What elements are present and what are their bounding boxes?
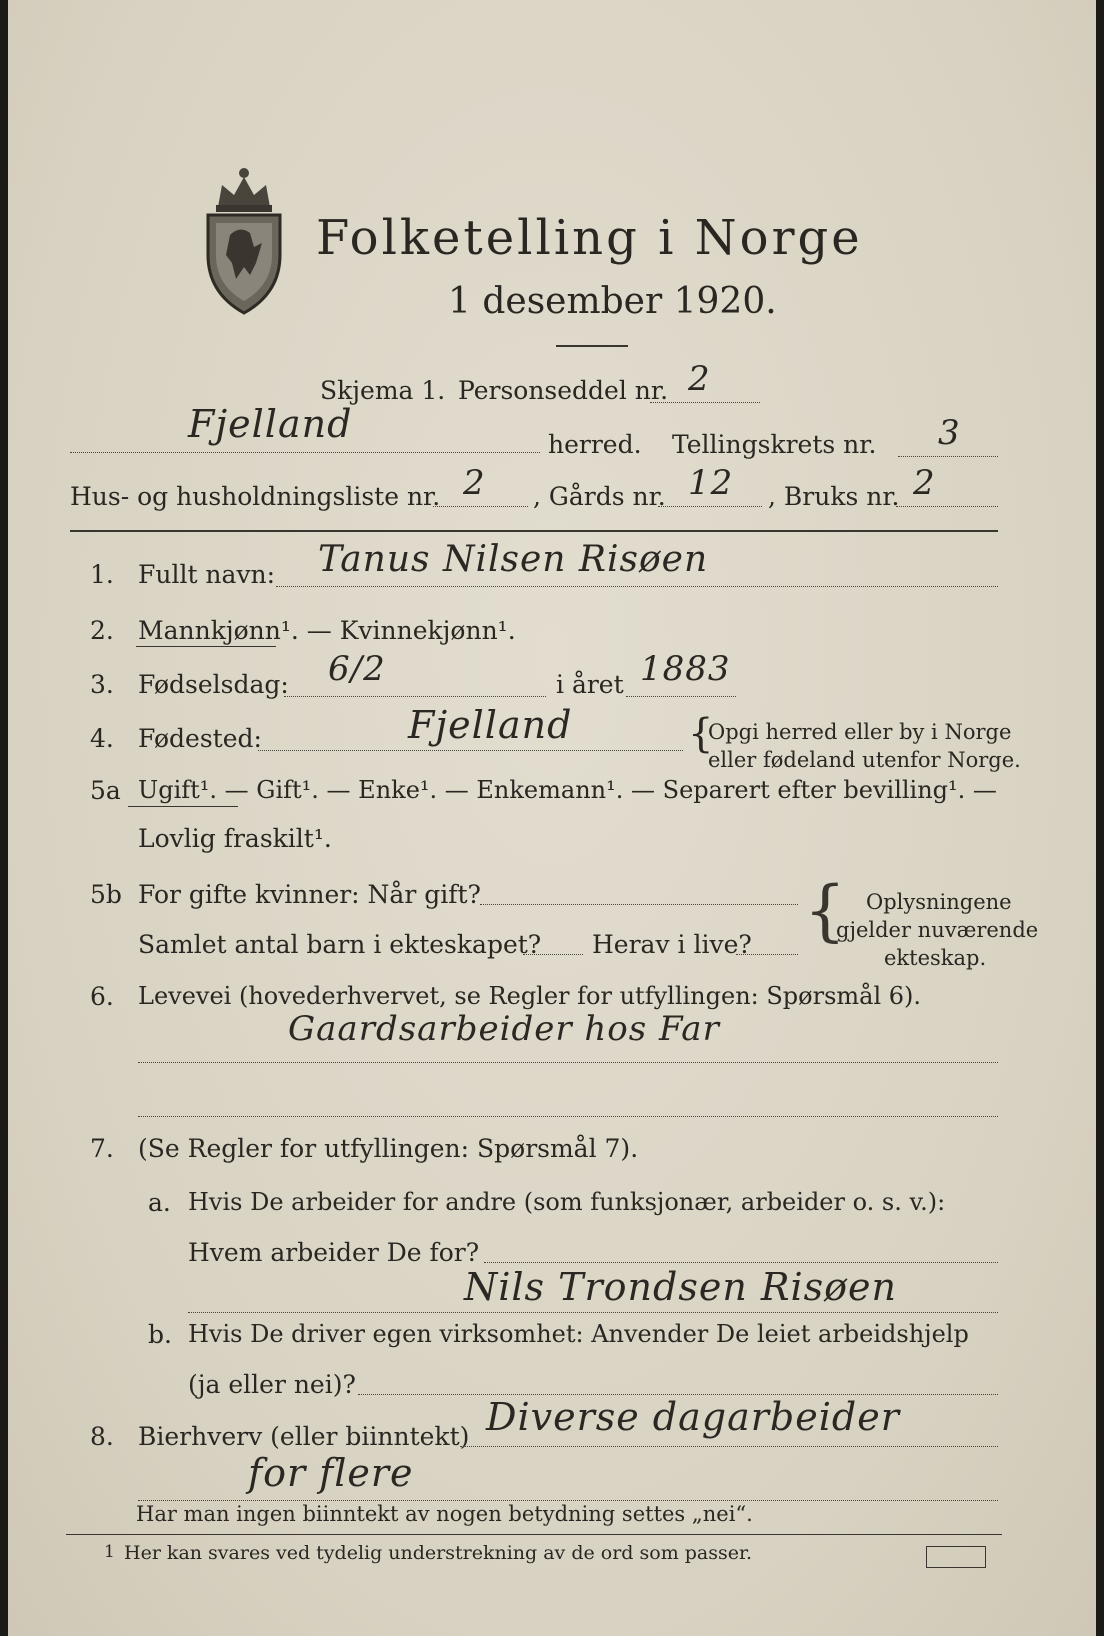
q5a-line1: Ugift¹. — Gift¹. — Enke¹. — Enkemann¹. — Separert efter bevilling¹. — [138,776,997,804]
q5b-herav-field [736,954,798,955]
q8-line2 [138,1500,998,1501]
q5a-number: 5a [90,776,121,805]
q4-value: Fjelland [408,703,573,747]
footnote-marker: 1 [104,1542,115,1562]
herred-value: Fjelland [188,402,353,446]
q5b-note-brace: { [804,872,846,949]
gards-label: , Gårds nr. [533,482,666,511]
q5a-underline-ugift [128,806,238,807]
herred-line [70,452,540,453]
q8-value1: Diverse dagarbeider [486,1395,900,1439]
q4-note-line1: Opgi herred eller by i Norge [708,720,1012,744]
q4-note-brace: { [688,711,714,757]
q8-note: Har man ingen biinntekt av nogen betydning settes „nei“. [136,1502,753,1526]
form-title: Folketelling i Norge [316,210,863,266]
q2-label: Mannkjønn¹. — Kvinnekjønn¹. [138,616,516,645]
q8-line1 [460,1446,998,1447]
q7a-line3-field [188,1312,998,1313]
q8-number: 8. [90,1422,114,1451]
coat-of-arms-emblem [196,155,292,315]
q3-year-value: 1883 [640,649,731,689]
printer-stamp [926,1546,986,1568]
header-separator [70,530,998,532]
q3-value: 6/2 [328,649,386,689]
herred-label: herred. [548,430,642,459]
q1-number: 1. [90,560,114,589]
footnote-divider [66,1534,1002,1535]
q7a-line1: Hvis De arbeider for andre (som funksjonær, arbeider o. s. v.): [188,1188,946,1216]
q5b-herav: Herav i live? [592,930,752,959]
gards-line [658,506,762,507]
q6-number: 6. [90,982,114,1011]
q7b-letter: b. [148,1320,172,1349]
q6-label: Levevei (hovederhvervet, se Regler for utfyllingen: Spørsmål 6). [138,982,922,1010]
q3-year-label: i året [556,670,624,699]
form-date: 1 desember 1920. [448,281,777,322]
q3-year-line [626,696,736,697]
q7a-value: Nils Trondsen Risøen [464,1265,897,1309]
q3-line [284,696,546,697]
tellingskrets-line [898,456,998,457]
bruks-value: 2 [913,463,936,503]
q7-number: 7. [90,1134,114,1163]
tellingskrets-value: 3 [938,413,961,453]
q5b-line1-field [480,904,798,905]
q7b-line2: (ja eller nei)? [188,1370,356,1399]
personseddel-value: 2 [688,359,711,399]
q4-line [258,750,683,751]
q3-label: Fødselsdag: [138,670,289,699]
q4-number: 4. [90,724,114,753]
gards-value: 12 [688,463,734,503]
hus-value: 2 [463,463,486,503]
personseddel-label: Personseddel nr. [458,376,669,405]
q7a-letter: a. [148,1188,171,1217]
q3-number: 3. [90,670,114,699]
title-divider [556,345,628,347]
q5b-note-line2: gjelder nuværende [836,918,1039,942]
q4-label: Fødested: [138,724,262,753]
q5b-line2: Samlet antal barn i ekteskapet? [138,930,542,959]
q8-value2: for flere [248,1451,414,1495]
q1-value: Tanus Nilsen Risøen [318,539,709,580]
q5b-number: 5b [90,880,122,909]
q4-note-line2: eller fødeland utenfor Norge. [708,748,1021,772]
footnote-text: Her kan svares ved tydelig understrekning av de ord som passer. [124,1542,753,1564]
hus-label: Hus- og husholdningsliste nr. [70,482,441,511]
bruks-line [896,506,998,507]
hus-line [433,506,528,507]
q1-label: Fullt navn: [138,560,276,589]
q7b-line1: Hvis De driver egen virksomhet: Anvender De leiet arbeidshjelp [188,1320,969,1348]
q7a-line2: Hvem arbeider De for? [188,1238,480,1267]
q7-label: (Se Regler for utfyllingen: Spørsmål 7). [138,1134,639,1163]
q1-line [276,586,998,587]
q2-number: 2. [90,616,114,645]
census-form [8,0,1096,1636]
tellingskrets-label: Tellingskrets nr. [672,430,877,459]
skjema-label: Skjema 1. [320,376,446,405]
q5a-line2: Lovlig fraskilt¹. [138,824,332,853]
q5b-line2-field [523,954,583,955]
q6-value: Gaardsarbeider hos Far [288,1009,720,1049]
bruks-label: , Bruks nr. [768,482,900,511]
q5b-note-line1: Oplysningene [866,890,1012,914]
q2-underline-mannkjonn [136,646,276,647]
q8-label: Bierhverv (eller biinntekt) [138,1422,470,1451]
q6-line2 [138,1116,998,1117]
personseddel-line [650,402,760,403]
q5b-line1: For gifte kvinner: Når gift? [138,880,481,909]
q7a-line2-field [484,1262,998,1263]
q6-line1 [138,1062,998,1063]
q5b-note-line3: ekteskap. [884,946,987,970]
